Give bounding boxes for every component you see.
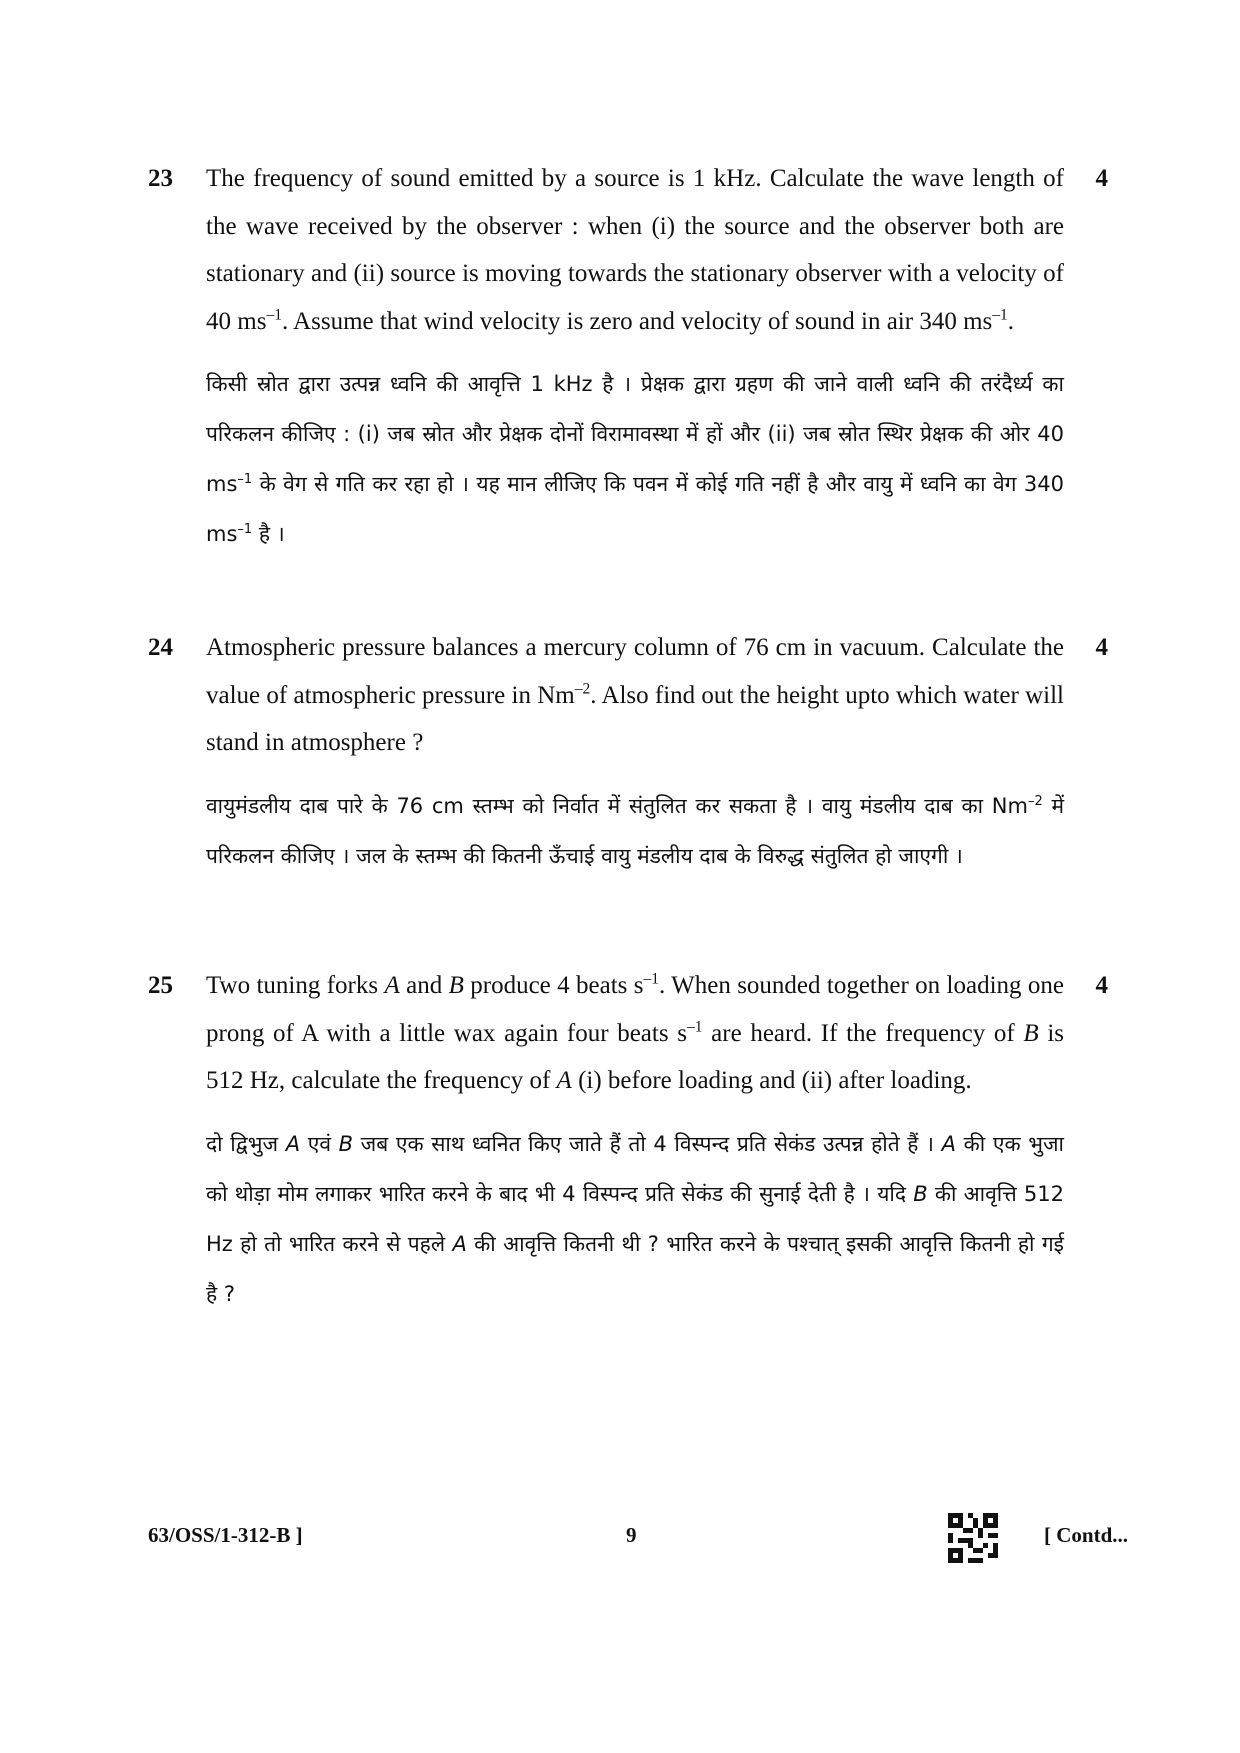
paper-code: 63/OSS/1-312-B ]: [148, 1523, 303, 1547]
question-23: [148, 155, 1108, 559]
question-text-hindi: वायुमंडलीय दाब पारे के 76 cm स्तम्भ को निर्वात में संतुलित कर सकता है । वायु मंडलीय दाब का $Nm^{-2}$ में परिकलन कीजिए । जल के स्तम्भ की कितनी ऊँचाई वायु मंडलीय दाब के विरुद्ध संतुलित हो जाएगी ।: [206, 793, 1065, 868]
question-marks: 4: [1095, 972, 1108, 999]
question-25: [148, 962, 1108, 1319]
question-text-hindi: दो द्विभुज A एवं B जब एक साथ ध्वनित किए जाते हैं तो 4 विस्पन्द प्रति सेकंड उत्पन्न होते हैं । A की एक भुजा को थोड़ा मोम लगाकर भारित करने के बाद भी 4 विस्पन्द प्रति सेकंड की सुनाई देती है । यदि B की आवृत्ति 512 Hz हो तो भारित करने से पहले A की आवृत्ति कितनी थी ? भारित करने के पश्चात् इसकी आवृत्ति कितनी हो गई है ?: [206, 1131, 1065, 1306]
qr-code-icon: [948, 1513, 998, 1563]
question-number: 25: [148, 972, 173, 999]
question-number: 24: [148, 634, 173, 661]
question-number: 23: [148, 165, 173, 192]
question-text-english: Two tuning forks A and B produce 4 beats $s^{-1}$. When sounded together on loading one prong of A with a little wax again four beats $s^{-1}$ are heard. If the frequency of B is 512 Hz, calculate the frequency of A (i) before loading and (ii) after loading.: [206, 970, 1064, 1094]
page-number: 9: [626, 1523, 637, 1547]
question-marks: 4: [1095, 165, 1108, 192]
page-footer: [148, 1513, 1128, 1569]
question-24: [148, 624, 1108, 881]
continued-label: [ Contd...: [1043, 1523, 1128, 1547]
question-text-hindi: किसी स्रोत द्वारा उत्पन्न ध्वनि की आवृत्ति 1 kHz है । प्रेक्षक द्वारा ग्रहण की जाने वाली ध्वनि की तरंदैर्ध्य का परिकलन कीजिए : (i) जब स्रोत और प्रेक्षक दोनों विरामावस्था में हों और (ii) जब स्रोत स्थिर प्रेक्षक की ओर 40 $ms^{-1}$ के वेग से गति कर रहा हो । यह मान लीजिए कि पवन में कोई गति नहीं है और वायु में ध्वनि का वेग 340 $ms^{-1}$ है ।: [206, 372, 1064, 546]
question-text-english: Atmospheric pressure balances a mercury column of 76 cm in vacuum. Calculate the value of atmospheric pressure in $Nm^{-2}$. Also find out the height upto which water will stand in atmosphere ?: [206, 634, 1064, 756]
question-marks: 4: [1095, 634, 1108, 661]
question-text-english: The frequency of sound emitted by a source is 1 kHz. Calculate the wave length of the wave received by the observer : when (i) the source and the observer both are stationary and (ii) source is moving towards the stationary observer with a velocity of 40 $ms^{-1}$. Assume that wind velocity is zero and velocity of sound in air 340 $ms^{-1}$.: [206, 165, 1064, 335]
